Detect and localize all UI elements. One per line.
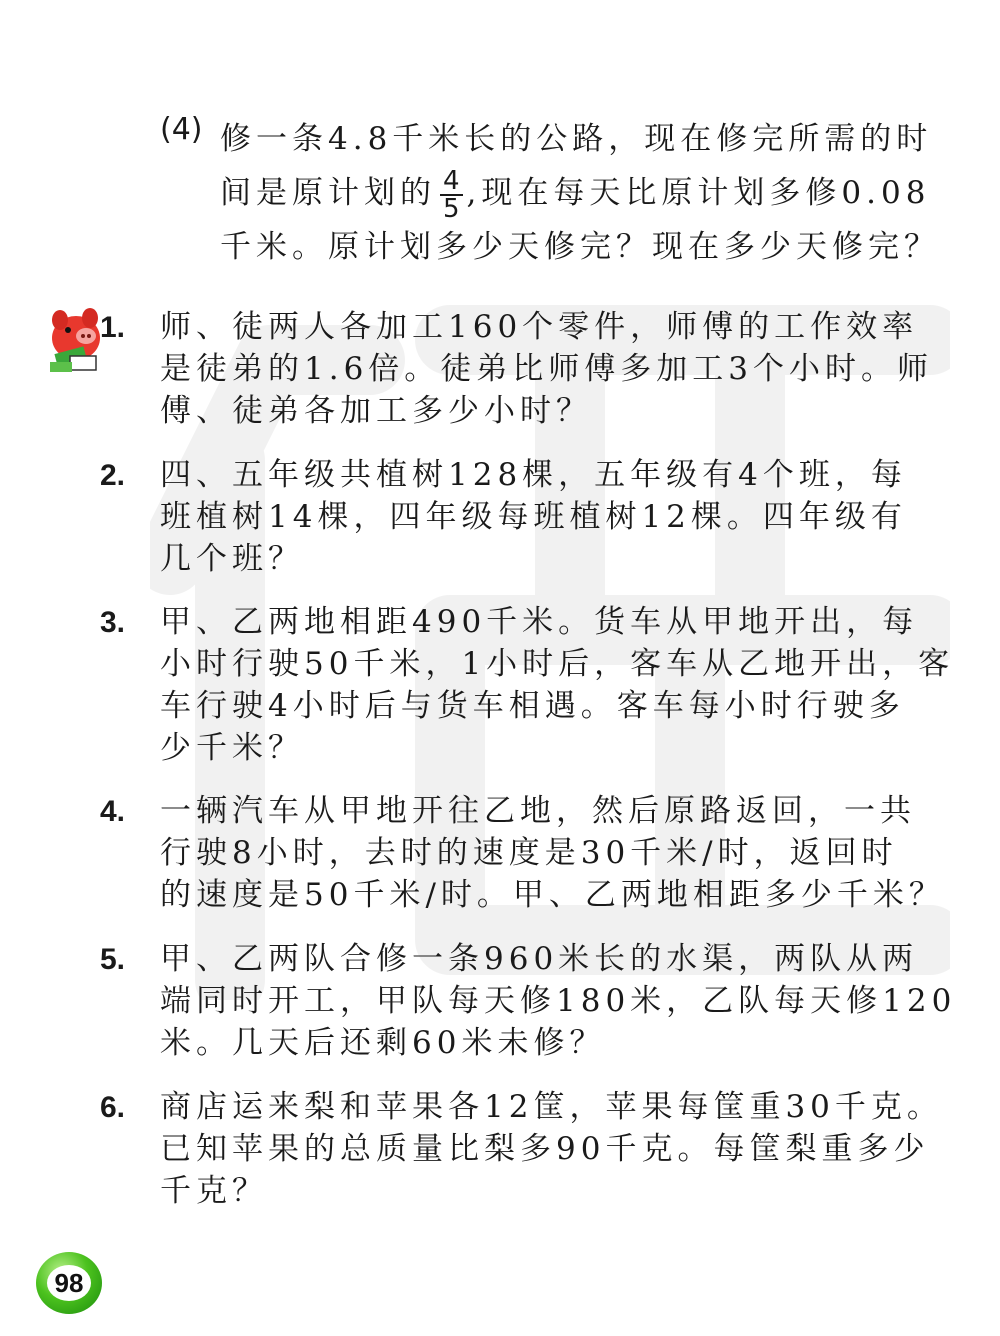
- problem-number: 2.: [100, 459, 126, 492]
- problem-4: [100, 790, 960, 916]
- fraction: [440, 165, 463, 224]
- problem-number: 5.: [100, 943, 126, 976]
- page-number: 98: [47, 1265, 91, 1301]
- problem-line: 一辆汽车从甲地开往乙地，然后原路返回，一共: [160, 793, 916, 829]
- problem-line: 甲、乙两队合修一条960米长的水渠，两队从两: [160, 941, 919, 977]
- sub-problem-number: (4): [160, 112, 203, 147]
- problem-line: 商店运来梨和苹果各12筐，苹果每筐重30千克。: [160, 1089, 943, 1125]
- problem-1: [100, 306, 960, 432]
- problem-line: 已知苹果的总质量比梨多90千克。每筐梨重多少: [160, 1131, 930, 1167]
- problem-line: 的速度是50千米/时。甲、乙两地相距多少千米？: [160, 877, 945, 913]
- problem-number: 3.: [100, 606, 126, 639]
- sub-problem-4: [160, 112, 960, 274]
- problem-line: 米。几天后还剩60米未修？: [160, 1025, 606, 1061]
- problem-line: 是徒弟的1.6倍。徒弟比师傅多加工3个小时。师: [160, 351, 934, 387]
- fraction-numerator: 4: [443, 165, 460, 196]
- problem-number: 4.: [100, 795, 126, 828]
- problem-6: [100, 1086, 960, 1212]
- problem-line: 四、五年级共植树128棵，五年级有4个班，每: [160, 457, 907, 493]
- sub-problem-line-2: [220, 165, 960, 224]
- problem-line: 几个班？: [160, 541, 304, 577]
- problem-line: 甲、乙两地相距490千米。货车从甲地开出，每: [160, 604, 919, 640]
- sub-problem-line-2-after: ,现在每天比原计划多修0.08: [466, 175, 931, 211]
- problem-line: 小时行驶50千米，1小时后，客车从乙地开出，客: [160, 646, 955, 682]
- problem-line: 班植树14棵，四年级每班植树12棵。四年级有: [160, 499, 907, 535]
- problem-line: 行驶8小时，去时的速度是30千米/时，返回时: [160, 835, 898, 871]
- problem-line: 少千米？: [160, 730, 304, 766]
- problem-number: 1.: [100, 311, 126, 344]
- problem-line: 千克？: [160, 1173, 268, 1209]
- problem-3: [100, 601, 960, 769]
- sub-problem-line-3: 千米。原计划多少天修完？现在多少天修完？: [220, 229, 940, 265]
- page-number-badge: [36, 1252, 102, 1314]
- problem-2: [100, 454, 960, 580]
- problem-line: 傅、徒弟各加工多少小时？: [160, 393, 592, 429]
- pig-mascot-icon: [42, 298, 108, 376]
- sub-problem-line-2-before: 间是原计划的: [220, 175, 436, 211]
- sub-problem-line-1: 修一条4.8千米长的公路，现在修完所需的时: [220, 121, 933, 157]
- problem-number: 6.: [100, 1091, 126, 1124]
- problem-line: 端同时开工，甲队每天修180米，乙队每天修120: [160, 983, 957, 1019]
- problem-line: 师、徒两人各加工160个零件，师傅的工作效率: [160, 309, 919, 345]
- problem-5: [100, 938, 960, 1064]
- fraction-denominator: 5: [443, 193, 460, 224]
- problem-line: 车行驶4小时后与货车相遇。客车每小时行驶多: [160, 688, 905, 724]
